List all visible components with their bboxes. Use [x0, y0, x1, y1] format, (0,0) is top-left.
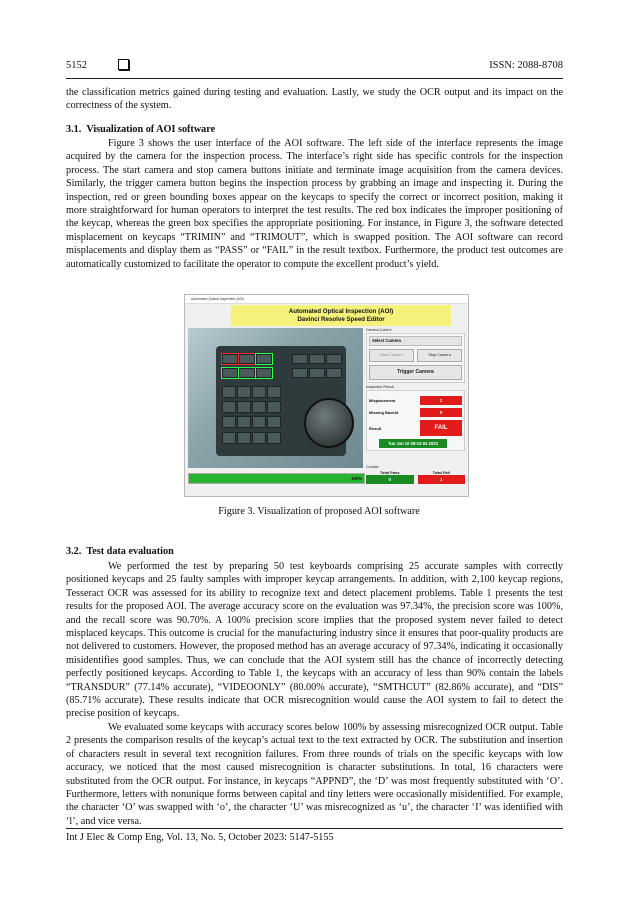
green-bounding-box	[255, 353, 273, 365]
keycap	[309, 354, 325, 364]
keycap	[267, 386, 281, 398]
keycap	[252, 432, 266, 444]
keycap	[222, 386, 236, 398]
banner-subtitle: Davinci Resolve Speed Editor	[297, 316, 385, 323]
page-footer: Int J Elec & Comp Eng, Vol. 13, No. 5, October 2023: 5147-5155	[66, 828, 563, 843]
camera-control-group	[366, 333, 465, 383]
keycap	[267, 401, 281, 413]
figure-aoi-screenshot	[184, 294, 469, 497]
keycap	[309, 368, 325, 378]
select-camera-dropdown[interactable]: Select Camera	[369, 336, 462, 346]
section-3-2-paragraph-1: We performed the test by preparing 50 test keyboards comprising 25 accurate samples with correctly positioned keycaps and 25 faulty samples with improper keycap arrangements. In addition, with 2,100 keycap regions, Tesseract OCR was assessed for its ability to recognize text and detect placement problems. Table 1 presents the test results for the proposed AOI. The average accuracy score on the evaluation was 97.34%, the precision score was 100%, and the recall score was 90.70%. A 100% precision score implies that the proposed system never failed to detect misplaced keycaps. This outcome is crucial for the manufacturing industry since it ensures that poor-quality products are not delivered to customers. However, the proposed method has an average accuracy of 97.34%, indicating it occasionally misidentifies good samples. Thus, we can conclude that the AOI system still has the chance of incorrectly detecting perfectly positioned keycaps. According to Table 1, the keycaps with an accuracy of less than 90% contain the labels “TRANSDUR” (77.14% accurate), “VIDEOONLY” (80.00% accurate), “SMTHCUT” (82.86% accurate), and “DIS” (85.71% accurate). These results indicate that OCR misrecognition would cause the AOI system to fail to detect the precise position of keycaps.	[66, 561, 563, 720]
start-camera-button[interactable]: Start Camera	[369, 349, 414, 362]
inspection-result-group	[366, 390, 465, 451]
result-row	[369, 420, 462, 436]
keycap	[252, 386, 266, 398]
missing-backlit-row	[369, 408, 462, 417]
red-bounding-box	[221, 353, 239, 365]
keycap	[252, 401, 266, 413]
section-heading-3-2: 3.2. Test data evaluation	[66, 546, 174, 557]
square-icon	[118, 59, 129, 70]
missing-backlit-value: 0	[420, 408, 462, 417]
inspection-result-label: Inspection Result	[366, 385, 394, 389]
keycap	[237, 432, 251, 444]
section-3-2-paragraph-2: We evaluated some keycaps with accuracy scores below 100% by assessing misrecognized OCR output. Table 2 presents the comparison results of the keycap’s actual text to the text extracted by OCR. The substitution and insertion of characters result in several text recognition failures. From three rounds of trials on the specific keycaps with low accuracy, we noticed that the most caused misrecognition is character substitutions. In total, 16 characters were substituted from the OCR output. For instance, in keycaps “APPND”, the ‘D’ was most frequently substituted with ‘O’. Furthermore, letters with nonunique forms between capital and tiny letters were occasionally misidentified. For example, the character ‘O’ was swapped with ‘o’, the character ‘U’ was misrecognized as ‘u’, the character ‘I’ was identified with ‘l’, and vice versa.	[66, 721, 563, 827]
progress-bar	[188, 473, 365, 484]
total-fail-value: 1	[418, 475, 466, 484]
keycap	[267, 432, 281, 444]
keycap	[292, 368, 308, 378]
page-number: 5152	[66, 60, 87, 71]
stop-camera-button[interactable]: Stop Camera	[417, 349, 462, 362]
camera-button-row	[369, 349, 462, 362]
banner-title: Automated Optical Inspection (AOI)	[288, 308, 394, 315]
result-value: FAIL	[420, 420, 462, 436]
section-heading-3-1: 3.1. Visualization of AOI software	[66, 124, 216, 135]
counter-grid	[366, 470, 465, 484]
keycap	[292, 354, 308, 364]
keycap	[222, 416, 236, 428]
keycap	[237, 401, 251, 413]
window-titlebar: Automated Optical Inspection (AOI)	[185, 295, 468, 304]
misplacement-label: Misplacement	[369, 398, 396, 403]
counter-panel	[366, 465, 465, 484]
camera-image	[188, 328, 363, 468]
green-bounding-box	[255, 367, 273, 379]
keycap	[222, 432, 236, 444]
total-pass-label: Total Pass	[379, 470, 400, 475]
section-3-2-body	[66, 560, 563, 828]
keycap	[326, 368, 342, 378]
section-3-1-paragraph: Figure 3 shows the user interface of the AOI software. The left side of the interface represents the image acquired by the camera for the inspection process. The interface’s right side has specific controls for the inspection process. The start camera and stop camera buttons initiate and terminate image acquisition from the camera devices. Similarly, the trigger camera button begins the inspection process by grabbing an image and inspecting it. During the inspection, red or green bounding boxes appear on the keycaps to specify the correct or incorrect position, making it more straightforward for human operators to interpret the test results. The red box indicates the improper positioning of the keycap, whereas the green box specifies the appropriate positioning. For instance, in Figure 3, the software detected misplacement on keycaps “TRIMIN” and “TRIMOUT”, which is swapped position. The AOI software can record misplacements and display them as “PASS” or “FAIL” in the result textbox. Furthermore, the product test outcomes are automatically customized to facilitate the operator to compute the excellent product’s yield.	[66, 138, 563, 270]
total-fail-label: Total Fail	[432, 470, 450, 475]
counter-label: Counter	[366, 465, 379, 469]
issn: ISSN: 2088-8708	[489, 60, 563, 71]
keyboard-image	[216, 346, 346, 456]
figure-caption: Figure 3. Visualization of proposed AOI software	[218, 506, 420, 517]
camera-control-label: Camera Control	[366, 328, 392, 332]
missing-backlit-label: Missing Backlit	[369, 410, 399, 415]
running-header	[66, 58, 563, 79]
keycap	[326, 354, 342, 364]
red-bounding-box	[238, 353, 256, 365]
result-label: Result	[369, 425, 382, 431]
green-bounding-box	[238, 367, 256, 379]
app-banner	[231, 305, 451, 326]
timestamp-display: Tue Jan 10 09:10:04 2023	[379, 439, 447, 448]
progress-fill	[189, 474, 364, 483]
misplacement-row	[369, 396, 462, 405]
jog-dial	[304, 398, 354, 448]
intro-paragraph	[66, 86, 563, 113]
progress-text: 100%	[351, 476, 362, 481]
green-bounding-box	[221, 367, 239, 379]
section-3-1-body	[66, 137, 563, 271]
trigger-camera-button[interactable]: Trigger Camera	[369, 365, 462, 380]
keycap	[237, 416, 251, 428]
keycap	[237, 386, 251, 398]
total-pass-value: 0	[366, 475, 414, 484]
keycap	[222, 401, 236, 413]
total-fail-column	[418, 470, 466, 484]
intro-text: the classification metrics gained during testing and evaluation. Lastly, we study the OCR output and its impact on the correctness of the system.	[66, 87, 563, 112]
keycap	[267, 416, 281, 428]
control-panel	[366, 328, 465, 451]
total-pass-column	[366, 470, 414, 484]
keycap	[252, 416, 266, 428]
misplacement-value: 2	[420, 396, 462, 405]
